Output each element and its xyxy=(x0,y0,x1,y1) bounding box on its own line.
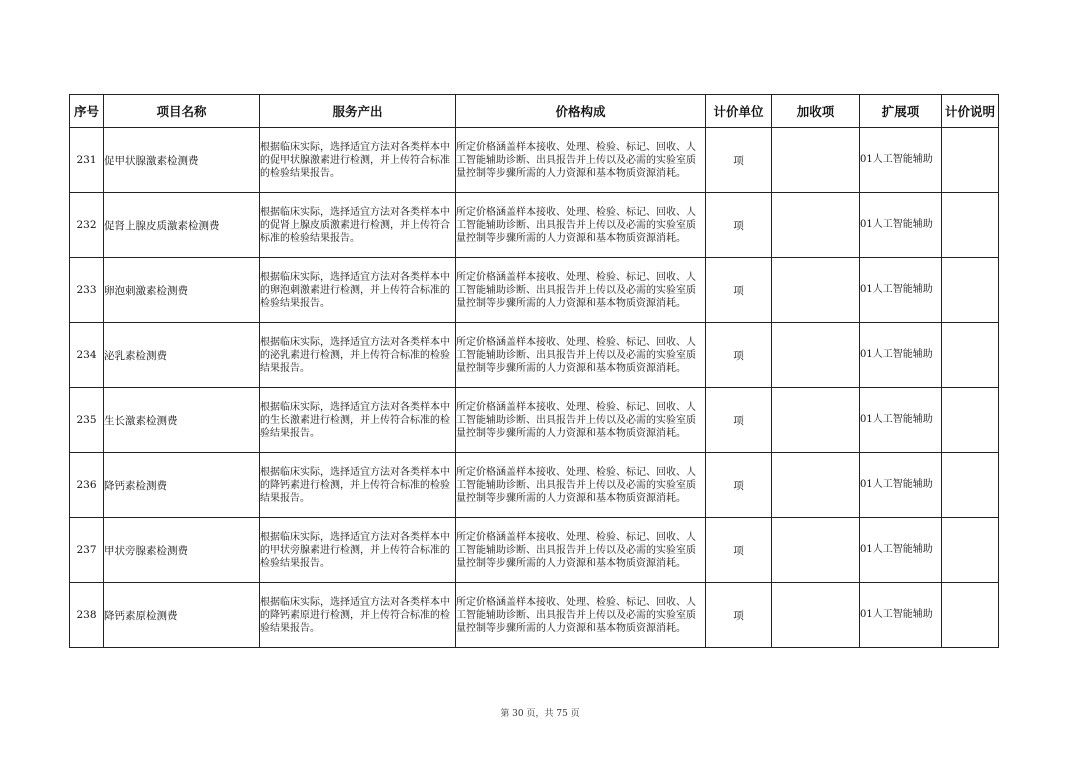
price-composition: 所定价格涵盖样本接收、处理、检验、标记、回收、人工智能辅助诊断、出具报告并上传以及必需的实验室质量控制等步骤所需的人力资源和基本物质资源消耗。 xyxy=(456,193,706,258)
pricing-note xyxy=(942,323,999,388)
pricing-unit: 项 xyxy=(706,453,772,518)
extension: 01人工智能辅助 xyxy=(860,323,942,388)
table-row xyxy=(70,583,999,648)
row-number: 234 xyxy=(70,323,104,388)
extension: 01人工智能辅助 xyxy=(860,583,942,648)
header-surcharge: 加收项 xyxy=(772,95,860,128)
table-row xyxy=(70,128,999,193)
surcharge xyxy=(772,193,860,258)
price-composition: 所定价格涵盖样本接收、处理、检验、标记、回收、人工智能辅助诊断、出具报告并上传以及必需的实验室质量控制等步骤所需的人力资源和基本物质资源消耗。 xyxy=(456,258,706,323)
extension: 01人工智能辅助 xyxy=(860,453,942,518)
price-composition: 所定价格涵盖样本接收、处理、检验、标记、回收、人工智能辅助诊断、出具报告并上传以及必需的实验室质量控制等步骤所需的人力资源和基本物质资源消耗。 xyxy=(456,388,706,453)
surcharge xyxy=(772,388,860,453)
header-service-output: 服务产出 xyxy=(260,95,456,128)
extension: 01人工智能辅助 xyxy=(860,258,942,323)
header-price-composition: 价格构成 xyxy=(456,95,706,128)
price-composition: 所定价格涵盖样本接收、处理、检验、标记、回收、人工智能辅助诊断、出具报告并上传以及必需的实验室质量控制等步骤所需的人力资源和基本物质资源消耗。 xyxy=(456,323,706,388)
pricing-table xyxy=(69,94,999,648)
service-output: 根据临床实际，选择适宜方法对各类样本中的卵泡刺激素进行检测，并上传符合标准的检验结果报告。 xyxy=(260,258,456,323)
surcharge xyxy=(772,323,860,388)
price-composition: 所定价格涵盖样本接收、处理、检验、标记、回收、人工智能辅助诊断、出具报告并上传以及必需的实验室质量控制等步骤所需的人力资源和基本物质资源消耗。 xyxy=(456,518,706,583)
item-name: 甲状旁腺素检测费 xyxy=(104,518,260,583)
pricing-unit: 项 xyxy=(706,323,772,388)
surcharge xyxy=(772,583,860,648)
pricing-note xyxy=(942,388,999,453)
row-number: 236 xyxy=(70,453,104,518)
item-name: 生长激素检测费 xyxy=(104,388,260,453)
row-number: 235 xyxy=(70,388,104,453)
table-row xyxy=(70,323,999,388)
item-name: 泌乳素检测费 xyxy=(104,323,260,388)
row-number: 238 xyxy=(70,583,104,648)
pricing-unit: 项 xyxy=(706,128,772,193)
price-composition: 所定价格涵盖样本接收、处理、检验、标记、回收、人工智能辅助诊断、出具报告并上传以及必需的实验室质量控制等步骤所需的人力资源和基本物质资源消耗。 xyxy=(456,453,706,518)
table-row xyxy=(70,388,999,453)
row-number: 233 xyxy=(70,258,104,323)
surcharge xyxy=(772,258,860,323)
price-composition: 所定价格涵盖样本接收、处理、检验、标记、回收、人工智能辅助诊断、出具报告并上传以及必需的实验室质量控制等步骤所需的人力资源和基本物质资源消耗。 xyxy=(456,128,706,193)
pricing-unit: 项 xyxy=(706,258,772,323)
header-pricing-unit: 计价单位 xyxy=(706,95,772,128)
pricing-note xyxy=(942,518,999,583)
table-row xyxy=(70,258,999,323)
service-output: 根据临床实际，选择适宜方法对各类样本中的降钙素原进行检测，并上传符合标准的检验结果报告。 xyxy=(260,583,456,648)
item-name: 促甲状腺激素检测费 xyxy=(104,128,260,193)
extension: 01人工智能辅助 xyxy=(860,388,942,453)
pricing-note xyxy=(942,258,999,323)
table-header-row xyxy=(70,95,999,128)
header-extension: 扩展项 xyxy=(860,95,942,128)
pricing-note xyxy=(942,128,999,193)
pricing-unit: 项 xyxy=(706,193,772,258)
header-item-name: 项目名称 xyxy=(104,95,260,128)
service-output: 根据临床实际，选择适宜方法对各类样本中的甲状旁腺素进行检测，并上传符合标准的检验结果报告。 xyxy=(260,518,456,583)
table-row xyxy=(70,453,999,518)
item-name: 降钙素原检测费 xyxy=(104,583,260,648)
extension: 01人工智能辅助 xyxy=(860,193,942,258)
table-row xyxy=(70,518,999,583)
item-name: 卵泡刺激素检测费 xyxy=(104,258,260,323)
page-number: 第 30 页，共 75 页 xyxy=(500,709,580,719)
item-name: 降钙素检测费 xyxy=(104,453,260,518)
row-number: 232 xyxy=(70,193,104,258)
pricing-unit: 项 xyxy=(706,518,772,583)
surcharge xyxy=(772,453,860,518)
pricing-unit: 项 xyxy=(706,388,772,453)
extension: 01人工智能辅助 xyxy=(860,518,942,583)
header-seq: 序号 xyxy=(70,95,104,128)
pricing-unit: 项 xyxy=(706,583,772,648)
pricing-note xyxy=(942,583,999,648)
service-output: 根据临床实际，选择适宜方法对各类样本中的促肾上腺皮质激素进行检测，并上传符合标准的检验结果报告。 xyxy=(260,193,456,258)
pricing-note xyxy=(942,193,999,258)
service-output: 根据临床实际，选择适宜方法对各类样本中的泌乳素进行检测，并上传符合标准的检验结果报告。 xyxy=(260,323,456,388)
surcharge xyxy=(772,518,860,583)
pricing-note xyxy=(942,453,999,518)
service-output: 根据临床实际，选择适宜方法对各类样本中的生长激素进行检测，并上传符合标准的检验结果报告。 xyxy=(260,388,456,453)
service-output: 根据临床实际，选择适宜方法对各类样本中的降钙素进行检测，并上传符合标准的检验结果报告。 xyxy=(260,453,456,518)
price-composition: 所定价格涵盖样本接收、处理、检验、标记、回收、人工智能辅助诊断、出具报告并上传以及必需的实验室质量控制等步骤所需的人力资源和基本物质资源消耗。 xyxy=(456,583,706,648)
row-number: 231 xyxy=(70,128,104,193)
table-row xyxy=(70,193,999,258)
extension: 01人工智能辅助 xyxy=(860,128,942,193)
surcharge xyxy=(772,128,860,193)
service-output: 根据临床实际，选择适宜方法对各类样本中的促甲状腺激素进行检测，并上传符合标准的检验结果报告。 xyxy=(260,128,456,193)
header-pricing-note: 计价说明 xyxy=(942,95,999,128)
row-number: 237 xyxy=(70,518,104,583)
item-name: 促肾上腺皮质激素检测费 xyxy=(104,193,260,258)
